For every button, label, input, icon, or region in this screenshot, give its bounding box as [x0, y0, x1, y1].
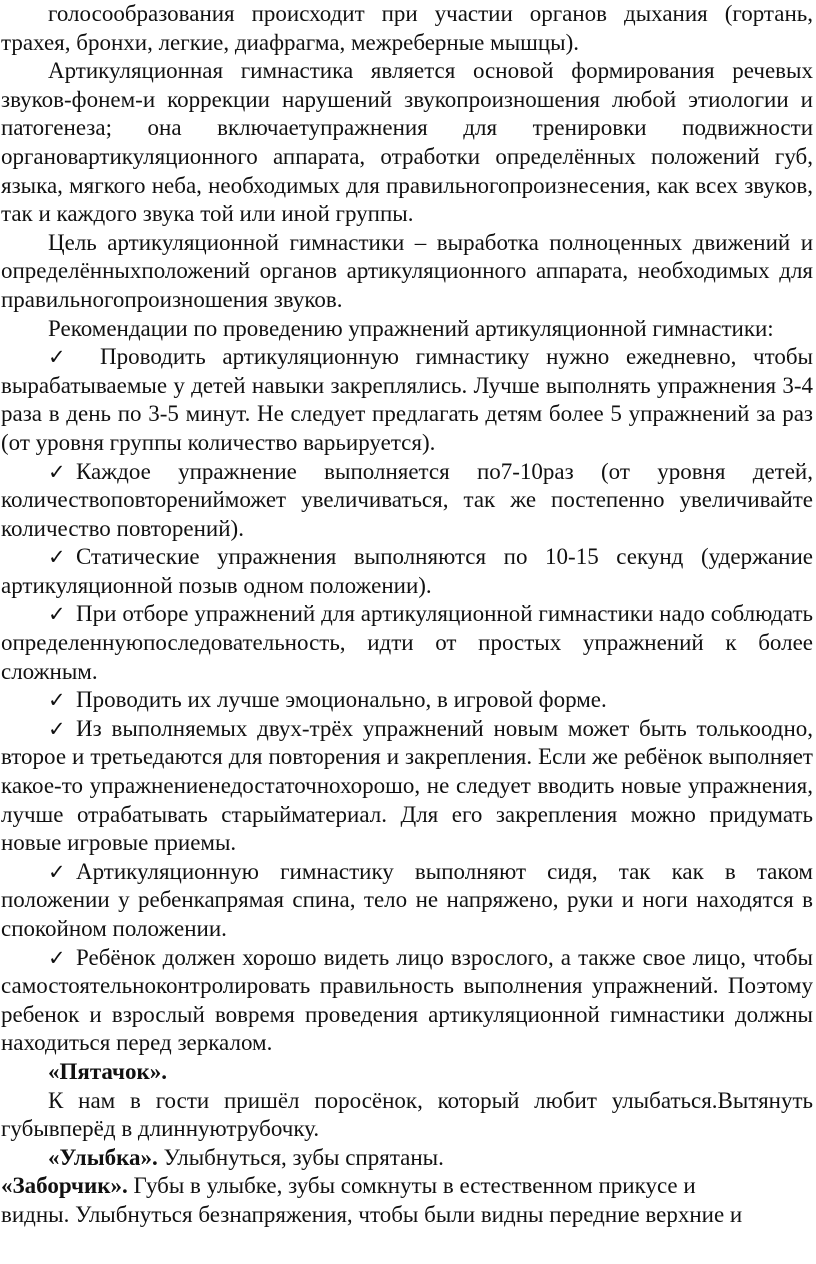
- exercise-description: Губы в улыбке, зубы сомкнуты в естественном прикусе и: [127, 1173, 696, 1199]
- recommendation-item: [1, 343, 813, 457]
- checkmark-icon: ✓: [48, 859, 66, 884]
- recommendation-item: [1, 543, 813, 600]
- recommendation-item: [1, 458, 813, 544]
- paragraph-recommendations-heading: Рекомендации по проведению упражнений артикуляционной гимнастики:: [48, 315, 774, 341]
- recommendation-text: Проводить их лучше эмоционально, в игровой форме.: [76, 687, 607, 713]
- checkmark-icon: ✓: [48, 716, 66, 741]
- exercise-title: «Улыбка».: [48, 1144, 158, 1170]
- exercise-description: Улыбнуться, зубы спрятаны.: [157, 1144, 444, 1170]
- checkmark-icon: ✓: [48, 545, 66, 570]
- recommendation-item: [1, 944, 813, 1058]
- recommendation-item: [1, 686, 813, 715]
- paragraph-goal: Цель артикуляционной гимнастики – выработка полноценных движений и определённыхположений органов артикуляционного аппарата, необходимых для правильногопроизношения звуков.: [1, 229, 813, 312]
- recommendation-text: Каждое упражнение выполняется по7-10раз (от уровня детей, количествоповторенийможет увеличиваться, так же постепенно увеличивайте количество повторений).: [1, 458, 813, 541]
- paragraph-articulation-gymnastics: Артикуляционная гимнастика является основой формирования речевых звуков-фонем-и коррекции нарушений звукопроизношения любой этиологии и патогенеза; она включаетупражнения для тренировки подвижности органовартикуляционного аппарата, отработки определённых положений губ, языка, мягкого неба, необходимых для правильногопроизнесения, как всех звуков, так и каждого звука той или иной группы.: [1, 58, 813, 227]
- paragraph-breathing: голосообразования происходит при участии органов дыхания (гортань, трахея, бронхи, легкие, диафрагма, межреберные мышцы).: [1, 1, 813, 55]
- exercise-title: «Заборчик».: [1, 1173, 128, 1199]
- recommendation-item: [1, 600, 813, 686]
- exercise-description-continued: видны. Улыбнуться безнапряжения, чтобы были видны передние верхние и: [1, 1201, 743, 1227]
- checkmark-icon: ✓: [48, 688, 66, 713]
- checkmark-icon: ✓: [48, 945, 66, 970]
- recommendation-text: Статические упражнения выполняются по 10-15 секунд (удержание артикуляционной позыв одном положении).: [1, 544, 813, 598]
- recommendation-item: [1, 715, 813, 858]
- recommendation-item: [1, 858, 813, 944]
- checkmark-icon: ✓: [48, 459, 66, 484]
- checkmark-icon: ✓: [48, 602, 66, 627]
- recommendation-text: Проводить артикуляционную гимнастику нужно ежедневно, чтобы вырабатываемые у детей навыки закреплялись. Лучше выполнять упражнения 3-4 раза в день по 3-5 минут. Не следует предлагать детям более 5 упражнений за раз (от уровня группы количество варьируется).: [1, 344, 813, 455]
- recommendation-text: При отборе упражнений для артикуляционной гимнастики надо соблюдать определеннуюпоследовательность, идти от простых упражнений к более сложным.: [1, 601, 813, 684]
- exercise-pyatachok-description: К нам в гости пришёл поросёнок, который любит улыбаться.Вытянуть губывперёд в длиннуютрубочку.: [1, 1087, 813, 1142]
- recommendation-text: Из выполняемых двух-трёх упражнений новым может быть толькоодно, второе и третьедаются для повторения и закрепления. Если же ребёнок выполняет какое-то упражнениенедостаточнохорошо, не следует вводить новые упражнения, лучше отрабатывать старыйматериал. Для его закрепления можно придумать новые игровые приемы.: [1, 715, 813, 856]
- checkmark-icon: ✓: [48, 345, 66, 370]
- recommendation-text: Артикуляционную гимнастику выполняют сидя, так как в таком положении у ребенкапрямая спина, тело не напряжено, руки и ноги находятся в спокойном положении.: [1, 858, 813, 941]
- exercise-title: «Пятачок».: [48, 1058, 167, 1084]
- recommendation-text: Ребёнок должен хорошо видеть лицо взрослого, а также свое лицо, чтобы самостоятельноконтролировать правильность выполнения упражнений. Поэтому ребенок и взрослый вовремя проведения артикуляционной гимнастики должны находиться перед зеркалом.: [1, 944, 813, 1056]
- exercise-zaborchik: [1, 1172, 813, 1229]
- exercise-pyatachok-title-line: [1, 1058, 813, 1087]
- exercise-ulybka: [1, 1144, 813, 1173]
